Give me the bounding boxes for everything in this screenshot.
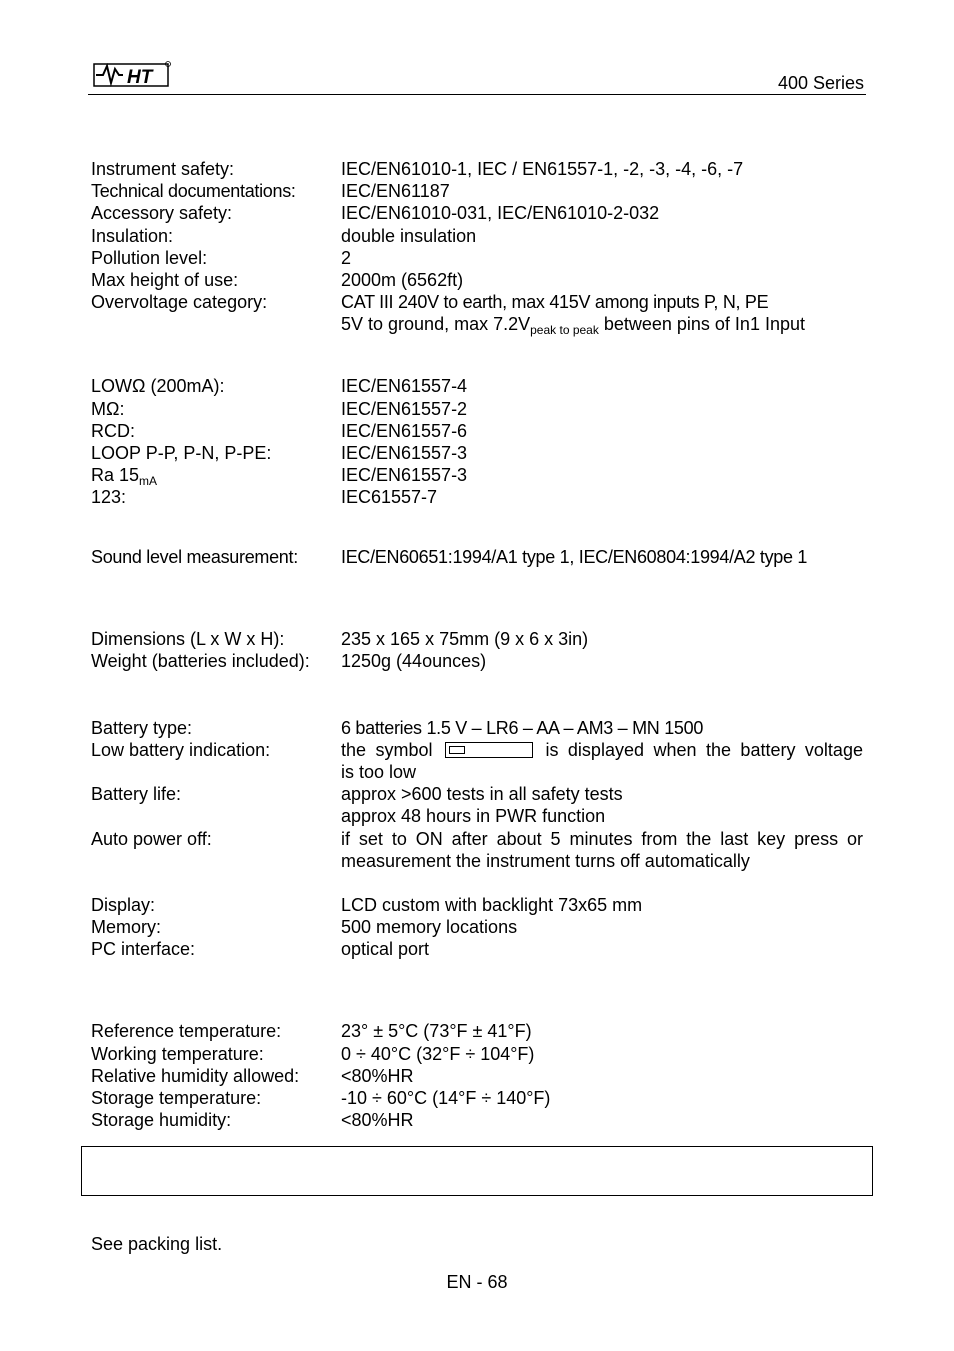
spec-row: PC interface: optical port bbox=[91, 939, 430, 959]
spec-row: Technical documentations: IEC/EN61187 bbox=[91, 181, 450, 201]
spec-row: RCD: IEC/EN61557-6 bbox=[91, 421, 468, 441]
accessories-text: See packing list. bbox=[91, 1234, 223, 1254]
ht-logo bbox=[93, 61, 171, 89]
battery-low-icon bbox=[445, 742, 533, 758]
header-divider bbox=[88, 94, 866, 95]
spec-row: 123: IEC61557-7 bbox=[91, 487, 438, 507]
spec-row: Display: LCD custom with backlight 73x65 mm bbox=[91, 895, 643, 915]
spec-row: Max height of use: 2000m (6562ft) bbox=[91, 270, 464, 290]
spec-row-continued: measurement the instrument turns off automatically bbox=[341, 851, 750, 871]
spec-row: Dimensions (L x W x H): 235 x 165 x 75mm (9 x 6 x 3in) bbox=[91, 629, 589, 649]
spec-row: MΩ: IEC/EN61557-2 bbox=[91, 399, 468, 419]
spec-row: Storage humidity: <80%HR bbox=[91, 1110, 414, 1130]
spec-row-continued: approx 48 hours in PWR function bbox=[341, 806, 606, 826]
spec-row: Ra $15_{mA}$ IEC/EN61557-3 bbox=[91, 465, 468, 488]
svg-text:HT: HT bbox=[127, 67, 153, 88]
spec-row: Working temperature: 0 ÷ 40°C (32°F ÷ 104°F) bbox=[91, 1044, 535, 1064]
spec-row: Reference temperature: 23° ± 5°C (73°F ± 41°F) bbox=[91, 1021, 532, 1041]
spec-row: Battery type: 6 batteries 1.5 V – LR6 – AA – AM3 – MN 1500 bbox=[91, 718, 704, 738]
spec-row: Low battery indication: bbox=[91, 740, 271, 760]
spec-row: Pollution level: 2 bbox=[91, 248, 352, 268]
page-number: EN - 68 bbox=[446, 1272, 508, 1292]
spec-row: Storage temperature: -10 ÷ 60°C (14°F ÷ 140°F) bbox=[91, 1088, 551, 1108]
spec-row: Weight (batteries included): 1250g (44ounces) bbox=[91, 651, 487, 671]
spec-row-continued: 5V to ground, $\max 7.2V_{peak to peak}$ between pins of In1 Input bbox=[341, 314, 805, 337]
auto-off-text: if set to ON after about 5 minutes from the last key press or bbox=[341, 829, 863, 849]
spec-row: Relative humidity allowed: <80%HR bbox=[91, 1066, 414, 1086]
spec-row: Accessory safety: IEC/EN61010-031, IEC/EN61010-2-032 bbox=[91, 203, 660, 223]
spec-row: LOWΩ (200mA): IEC/EN61557-4 bbox=[91, 376, 468, 396]
series-label: 400 Series bbox=[777, 73, 864, 93]
spec-row: LOOP P-P, P-N, P-PE: IEC/EN61557-3 bbox=[91, 443, 468, 463]
accessories-heading-box bbox=[81, 1146, 873, 1196]
spec-row: Insulation: double insulation bbox=[91, 226, 477, 246]
spec-row: Instrument safety: IEC/EN61010-1, IEC / EN61557-1, -2, -3, -4, -6, -7 bbox=[91, 159, 744, 179]
spec-row: Auto power off: bbox=[91, 829, 212, 849]
low-battery-text: the symbol is displayed when the battery voltage bbox=[341, 740, 863, 760]
spec-row: Battery life: approx >600 tests in all safety tests bbox=[91, 784, 623, 804]
spec-row-continued: is too low bbox=[341, 762, 417, 782]
spec-row: Sound level measurement: IEC/EN60651:1994/A1 type 1, IEC/EN60804:1994/A2 type 1 bbox=[91, 547, 808, 567]
spec-row: Overvoltage category: CAT III 240V to earth, max 415V among inputs P, N, PE bbox=[91, 292, 769, 312]
spec-row: Memory: 500 memory locations bbox=[91, 917, 518, 937]
